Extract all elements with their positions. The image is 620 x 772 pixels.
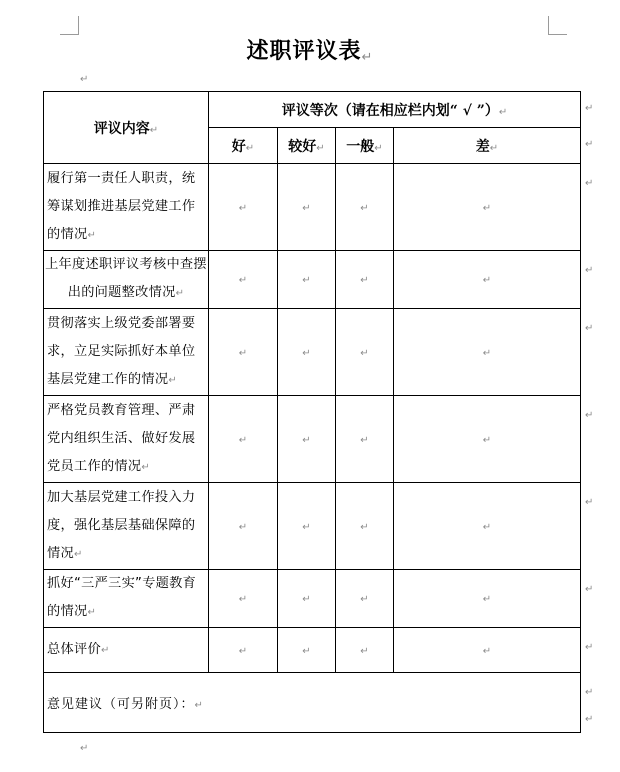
- paragraph-mark-icon: ↵: [585, 497, 594, 508]
- grade-header-average: 一般↵: [336, 128, 394, 164]
- paragraph-mark-icon: ↵: [585, 103, 594, 114]
- row-item-label: 加大基层党建工作投入力度，强化基层基础保障的情况↵: [44, 483, 209, 570]
- grade-cell-average[interactable]: ↵: [336, 396, 394, 483]
- crop-mark-top-left: [60, 16, 79, 35]
- paragraph-mark-icon: ↵: [585, 178, 594, 189]
- table-row: [44, 483, 581, 570]
- paragraph-mark-icon: ↵: [585, 265, 594, 276]
- table-row: [44, 309, 581, 396]
- header-content-label: 评议内容: [93, 120, 150, 137]
- row-item-label: 抓好“三严三实”专题教育的情况↵: [44, 570, 209, 628]
- paragraph-mark-icon: ↵: [585, 642, 594, 653]
- grade-cell-poor[interactable]: ↵: [394, 483, 581, 570]
- grade-cell-poor[interactable]: ↵: [394, 396, 581, 483]
- grade-cell-average[interactable]: ↵: [336, 164, 394, 251]
- evaluation-table: [43, 91, 581, 733]
- grade-cell-poor[interactable]: ↵: [394, 309, 581, 396]
- grade-cell-fairly-good[interactable]: ↵: [278, 309, 336, 396]
- paragraph-mark-icon: ↵: [585, 584, 594, 595]
- grade-header-good: 好↵: [209, 128, 278, 164]
- paragraph-mark-icon: ↵: [80, 74, 89, 85]
- grade-cell-fairly-good[interactable]: ↵: [278, 628, 336, 673]
- row-item-label: 贯彻落实上级党委部署要求，立足实际抓好本单位基层党建工作的情况↵: [44, 309, 209, 396]
- grade-cell-fairly-good[interactable]: ↵: [278, 164, 336, 251]
- row-item-label: 总体评价↵: [44, 628, 209, 673]
- paragraph-mark-icon: ↵: [585, 410, 594, 421]
- table-row: [44, 396, 581, 483]
- paragraph-mark-icon: ↵: [498, 106, 508, 118]
- grade-cell-poor[interactable]: ↵: [394, 251, 581, 309]
- grade-cell-fairly-good[interactable]: ↵: [278, 570, 336, 628]
- paragraph-mark-icon: ↵: [149, 124, 159, 136]
- header-grade-label: 评议等次（请在相应栏内划“ √ ”）: [281, 102, 499, 119]
- grade-cell-fairly-good[interactable]: ↵: [278, 396, 336, 483]
- table-row: [44, 164, 581, 251]
- grade-cell-good[interactable]: ↵: [209, 251, 278, 309]
- grade-header-fairly-good: 较好↵: [278, 128, 336, 164]
- grade-cell-poor[interactable]: ↵: [394, 628, 581, 673]
- paragraph-mark-icon: ↵: [585, 714, 594, 725]
- row-item-label: 上年度述职评议考核中查摆出的问题整改情况↵: [44, 251, 209, 309]
- paragraph-mark-icon: ↵: [585, 323, 594, 334]
- paragraph-mark-icon: ↵: [585, 139, 594, 150]
- grade-header-poor: 差↵: [394, 128, 581, 164]
- table-row: [44, 673, 581, 733]
- row-item-label: 履行第一责任人职责，统筹谋划推进基层党建工作的情况↵: [44, 164, 209, 251]
- grade-cell-average[interactable]: ↵: [336, 483, 394, 570]
- grade-cell-good[interactable]: ↵: [209, 396, 278, 483]
- crop-mark-top-right: [548, 16, 567, 35]
- table-row: [44, 251, 581, 309]
- grade-cell-average[interactable]: ↵: [336, 628, 394, 673]
- paragraph-mark-icon: ↵: [80, 743, 89, 754]
- grade-cell-good[interactable]: ↵: [209, 570, 278, 628]
- grade-cell-fairly-good[interactable]: ↵: [278, 483, 336, 570]
- header-grade-cell: [209, 92, 581, 128]
- paragraph-mark-icon: ↵: [585, 687, 594, 698]
- grade-cell-poor[interactable]: ↵: [394, 164, 581, 251]
- document-title: 述职评议表↵: [246, 38, 374, 65]
- grade-cell-average[interactable]: ↵: [336, 570, 394, 628]
- grade-cell-poor[interactable]: ↵: [394, 570, 581, 628]
- table-row: [44, 570, 581, 628]
- grade-cell-good[interactable]: ↵: [209, 628, 278, 673]
- table-row: [44, 628, 581, 673]
- paragraph-mark-icon: ↵: [361, 50, 374, 65]
- header-content-cell: [44, 92, 209, 164]
- suggestions-field[interactable]: 意见建议（可另附页）：↵: [44, 673, 581, 733]
- grade-cell-good[interactable]: ↵: [209, 483, 278, 570]
- grade-cell-good[interactable]: ↵: [209, 309, 278, 396]
- grade-cell-fairly-good[interactable]: ↵: [278, 251, 336, 309]
- grade-cell-average[interactable]: ↵: [336, 309, 394, 396]
- grade-cell-good[interactable]: ↵: [209, 164, 278, 251]
- row-item-label: 严格党员教育管理、严肃党内组织生活、做好发展党员工作的情况↵: [44, 396, 209, 483]
- grade-cell-average[interactable]: ↵: [336, 251, 394, 309]
- suggestions-label: 意见建议（可另附页）：: [47, 697, 195, 712]
